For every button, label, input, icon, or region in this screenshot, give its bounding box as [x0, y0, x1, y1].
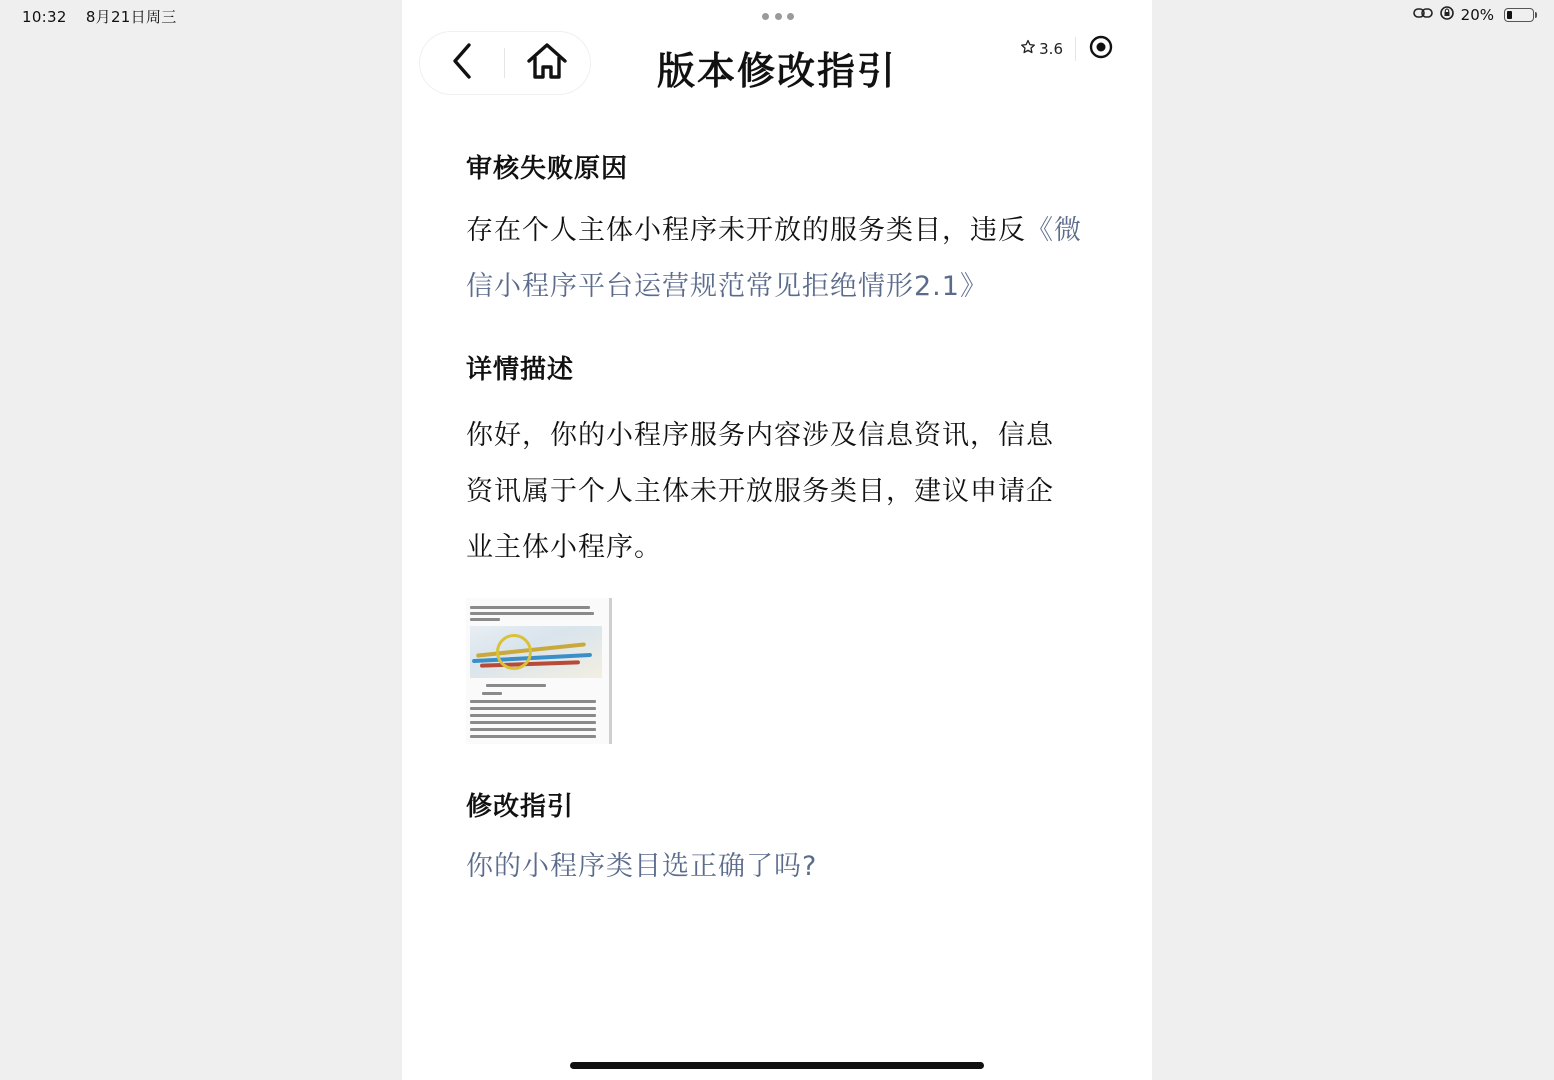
status-date: 8月21日周三 — [85, 8, 177, 26]
home-icon — [526, 41, 568, 85]
chevron-left-icon — [449, 41, 475, 85]
capsule-right — [1020, 36, 1114, 62]
page-title: 版本修改指引 — [656, 49, 897, 93]
guide-text — [466, 839, 1086, 895]
capsule-divider — [1075, 37, 1076, 61]
back-button[interactable] — [420, 32, 504, 94]
rating-badge[interactable] — [1020, 39, 1063, 59]
home-indicator[interactable] — [570, 1062, 984, 1069]
record-icon — [1089, 35, 1113, 63]
orientation-lock-icon — [1439, 5, 1455, 25]
battery-percent: 20% — [1460, 6, 1494, 24]
record-button[interactable] — [1088, 36, 1114, 62]
content — [466, 140, 1086, 895]
reason-text — [466, 203, 1088, 315]
link-icon — [1413, 6, 1433, 24]
mini-program-panel — [402, 0, 1152, 1080]
more-dots-icon[interactable] — [762, 11, 794, 21]
battery-fill — [1507, 11, 1512, 19]
screenshot-thumbnail[interactable] — [466, 598, 612, 744]
reason-heading: 审核失败原因 — [466, 154, 629, 184]
guide-heading: 修改指引 — [466, 792, 575, 822]
home-button[interactable] — [505, 32, 589, 94]
reason-body: 存在个人主体小程序未开放的服务类目，违反 — [466, 215, 1026, 246]
nav-capsule — [420, 32, 590, 94]
battery-icon — [1504, 8, 1534, 22]
star-icon — [1020, 39, 1036, 59]
rules-link[interactable]: 《微信小程序平台运营规范常见拒绝情形2.1》 — [466, 215, 1082, 302]
status-right — [1413, 5, 1534, 25]
status-time: 10:32 — [22, 8, 67, 26]
detail-heading: 详情描述 — [466, 355, 575, 385]
rating-value: 3.6 — [1039, 40, 1063, 58]
status-left — [22, 6, 177, 27]
detail-text: 你好，你的小程序服务内容涉及信息资讯，信息资讯属于个人主体未开放服务类目，建议申请企业主体小程序。 — [466, 420, 1054, 563]
category-link[interactable]: 你的小程序类目选正确了吗? — [466, 851, 818, 882]
